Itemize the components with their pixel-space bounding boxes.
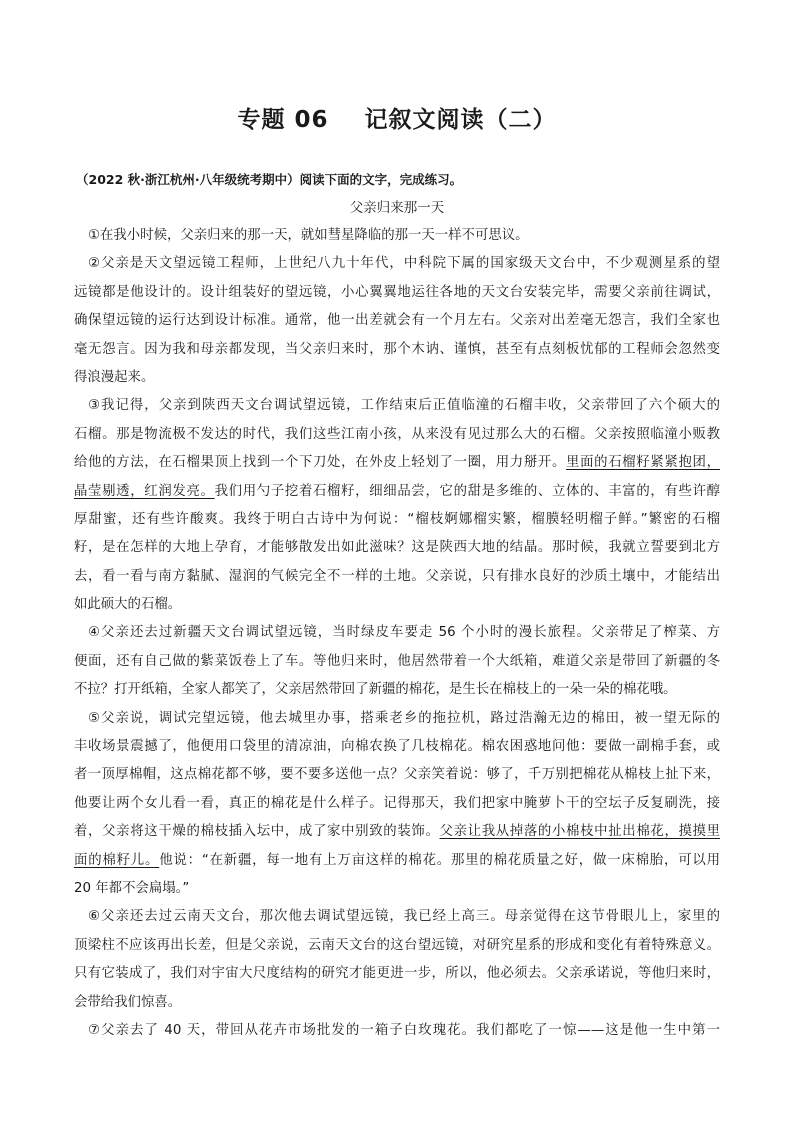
line-text: 20 年都不会扁塌。” bbox=[74, 880, 190, 896]
passage-title: 父亲归来那一天 bbox=[349, 200, 445, 216]
passage-line bbox=[74, 847, 720, 875]
line-text: 顶梁柱不应该再出长差，但是父亲说，云南天文台的这台望远镜，对研究星系的形成和变化有着特殊意义。 bbox=[74, 937, 720, 953]
passage-line bbox=[74, 648, 720, 676]
passage-line bbox=[74, 676, 720, 704]
passage-line bbox=[74, 279, 720, 307]
underlined-text: 父亲让我从掉落的小棉枝中扯出棉花，摸摸里 bbox=[439, 824, 720, 840]
page-title: 专题 06 记叙文阅读（二） bbox=[237, 107, 557, 133]
passage-line bbox=[74, 960, 720, 988]
line-text: 籽，是在怎样的大地上孕育，才能够散发出如此滋味？这是陕西大地的结晶。那时候，我就立誓要到北方 bbox=[74, 540, 720, 556]
line-text: ③我记得，父亲到陕西天文台调试望远镜，工作结束后正值临潼的石榴丰收，父亲带回了六个硕大的 bbox=[88, 398, 720, 414]
passage-line bbox=[74, 733, 720, 761]
underlined-text: 里面的石榴籽紧紧抱团， bbox=[566, 455, 720, 471]
passage-line bbox=[74, 761, 720, 789]
passage-line bbox=[74, 307, 720, 335]
line-text: 确保望远镜的运行达到设计标准。通常，他一出差就会有一个月左右。父亲对出差毫无怨言，我们全家也 bbox=[74, 313, 720, 329]
passage-body bbox=[74, 222, 720, 1045]
passage-line bbox=[88, 619, 720, 647]
line-text: ④父亲还去过新疆天文台调试望远镜，当时绿皮车要走 56 个小时的漫长旅程。父亲带足了榨菜、方 bbox=[88, 625, 720, 641]
passage-line bbox=[88, 705, 720, 733]
passage-line bbox=[88, 250, 720, 278]
passage-line bbox=[74, 364, 720, 392]
line-text: ⑤父亲说，调试完望远镜，他去城里办事，搭乘老乡的拖拉机，路过浩瀚无边的棉田，被一望无际的 bbox=[88, 710, 720, 726]
passage-line bbox=[74, 478, 720, 506]
line-text: 者一顶厚棉帽，这点棉花都不够，要不要多送他一点？父亲笑着说：够了，千万别把棉花从棉枝上扯下来， bbox=[74, 767, 720, 783]
line-text: 丰收场景震撼了，他便用口袋里的清凉油，向棉农换了几枝棉花。棉农困惑地问他：要做一副棉手套，或 bbox=[74, 739, 720, 755]
line-text: 我们用勺子挖着石榴籽，细细品尝，它的甜是多维的、立体的、丰富的，有些许醇 bbox=[214, 483, 720, 499]
line-text: 便面，还有自己做的紫菜饭卷上了车。等他归来时，他居然带着一个大纸箱，难道父亲是带回了新疆的冬 bbox=[74, 653, 720, 669]
passage-line bbox=[74, 336, 720, 364]
passage-line bbox=[74, 932, 720, 960]
passage-line bbox=[74, 790, 720, 818]
line-text: 他说：“在新疆，每一地有上万亩这样的棉花。那里的棉花质量之好，做一床棉胎，可以用 bbox=[159, 852, 720, 868]
passage-line bbox=[88, 903, 720, 931]
line-text: 石榴。那是物流极不发达的时代，我们这些江南小孩，从来没有见过那么大的石榴。父亲按照临潼小贩教 bbox=[74, 426, 720, 442]
line-text: ⑥父亲还去过云南天文台，那次他去调试望远镜，我已经上高三。母亲觉得在这节骨眼儿上，家里的 bbox=[88, 909, 720, 925]
passage-line bbox=[74, 421, 720, 449]
passage-line bbox=[74, 534, 720, 562]
underlined-text: 面的棉籽儿。 bbox=[74, 852, 160, 868]
line-text: 厚甜蜜，还有些许酸爽。我终于明白古诗中为何说：“榴枝婀娜榴实繁，榴膜轻明榴子鲜。”繁密的石榴 bbox=[74, 511, 720, 527]
line-text: 如此硕大的石榴。 bbox=[74, 597, 182, 613]
passage-line bbox=[88, 1017, 720, 1045]
line-text: 他要让两个女儿看一看，真正的棉花是什么样子。记得那天，我们把家中腌萝卜干的空坛子反复刷洗，接 bbox=[74, 795, 720, 811]
passage-line bbox=[74, 875, 720, 903]
line-text: 去，看一看与南方黏腻、湿润的气候完全不一样的土地。父亲说，只有排水良好的沙质土壤中，才能结出 bbox=[74, 568, 720, 584]
passage-line bbox=[74, 563, 720, 591]
line-text: 只有它装成了，我们对宇宙大尺度结构的研究才能更进一步，所以，他必须去。父亲承诺说，等他归来时， bbox=[74, 966, 720, 982]
source-note: （2022 秋·浙江杭州·八年级统考期中）阅读下面的文字，完成练习。 bbox=[76, 172, 463, 187]
line-text: 毫无怨言。因为我和母亲都发现，当父亲归来时，那个木讷、谨慎，甚至有点刻板忧郁的工程师会忽然变 bbox=[74, 341, 720, 357]
line-text: 远镜都是他设计的。设计组装好的望远镜，小心翼翼地运往各地的天文台安装完毕，需要父亲前往调试， bbox=[74, 284, 720, 300]
passage-line bbox=[74, 591, 720, 619]
line-text: ⑦父亲去了 40 天，带回从花卉市场批发的一箱子白玫瑰花。我们都吃了一惊——这是他一生中第一 bbox=[88, 1022, 720, 1038]
line-text: 不拉？打开纸箱，全家人都笑了，父亲居然带回了新疆的棉花，是生长在棉枝上的一朵一朵的棉花哦。 bbox=[74, 682, 677, 698]
passage-line bbox=[88, 392, 720, 420]
passage-line bbox=[74, 449, 720, 477]
line-text: ①在我小时候，父亲归来的那一天，就如彗星降临的那一天一样不可思议。 bbox=[88, 228, 529, 243]
line-text: 会带给我们惊喜。 bbox=[74, 994, 182, 1010]
line-text: 给他的方法，在石榴果顶上找到一个下刀处，在外皮上轻划了一圈，用力掰开。 bbox=[74, 455, 567, 471]
passage-line bbox=[74, 818, 720, 846]
underlined-text: 晶莹剔透，红润发亮。 bbox=[74, 483, 215, 499]
line-text: ②父亲是天文望远镜工程师，上世纪八九十年代，中科院下属的国家级天文台中，不少观测星系的望 bbox=[88, 256, 720, 272]
passage-line bbox=[74, 989, 720, 1017]
passage-line bbox=[88, 222, 720, 250]
passage-line bbox=[74, 506, 720, 534]
line-text: 得浪漫起来。 bbox=[74, 369, 155, 385]
line-text: 着，父亲将这干燥的棉枝插入坛中，成了家中别致的装饰。 bbox=[74, 824, 440, 840]
